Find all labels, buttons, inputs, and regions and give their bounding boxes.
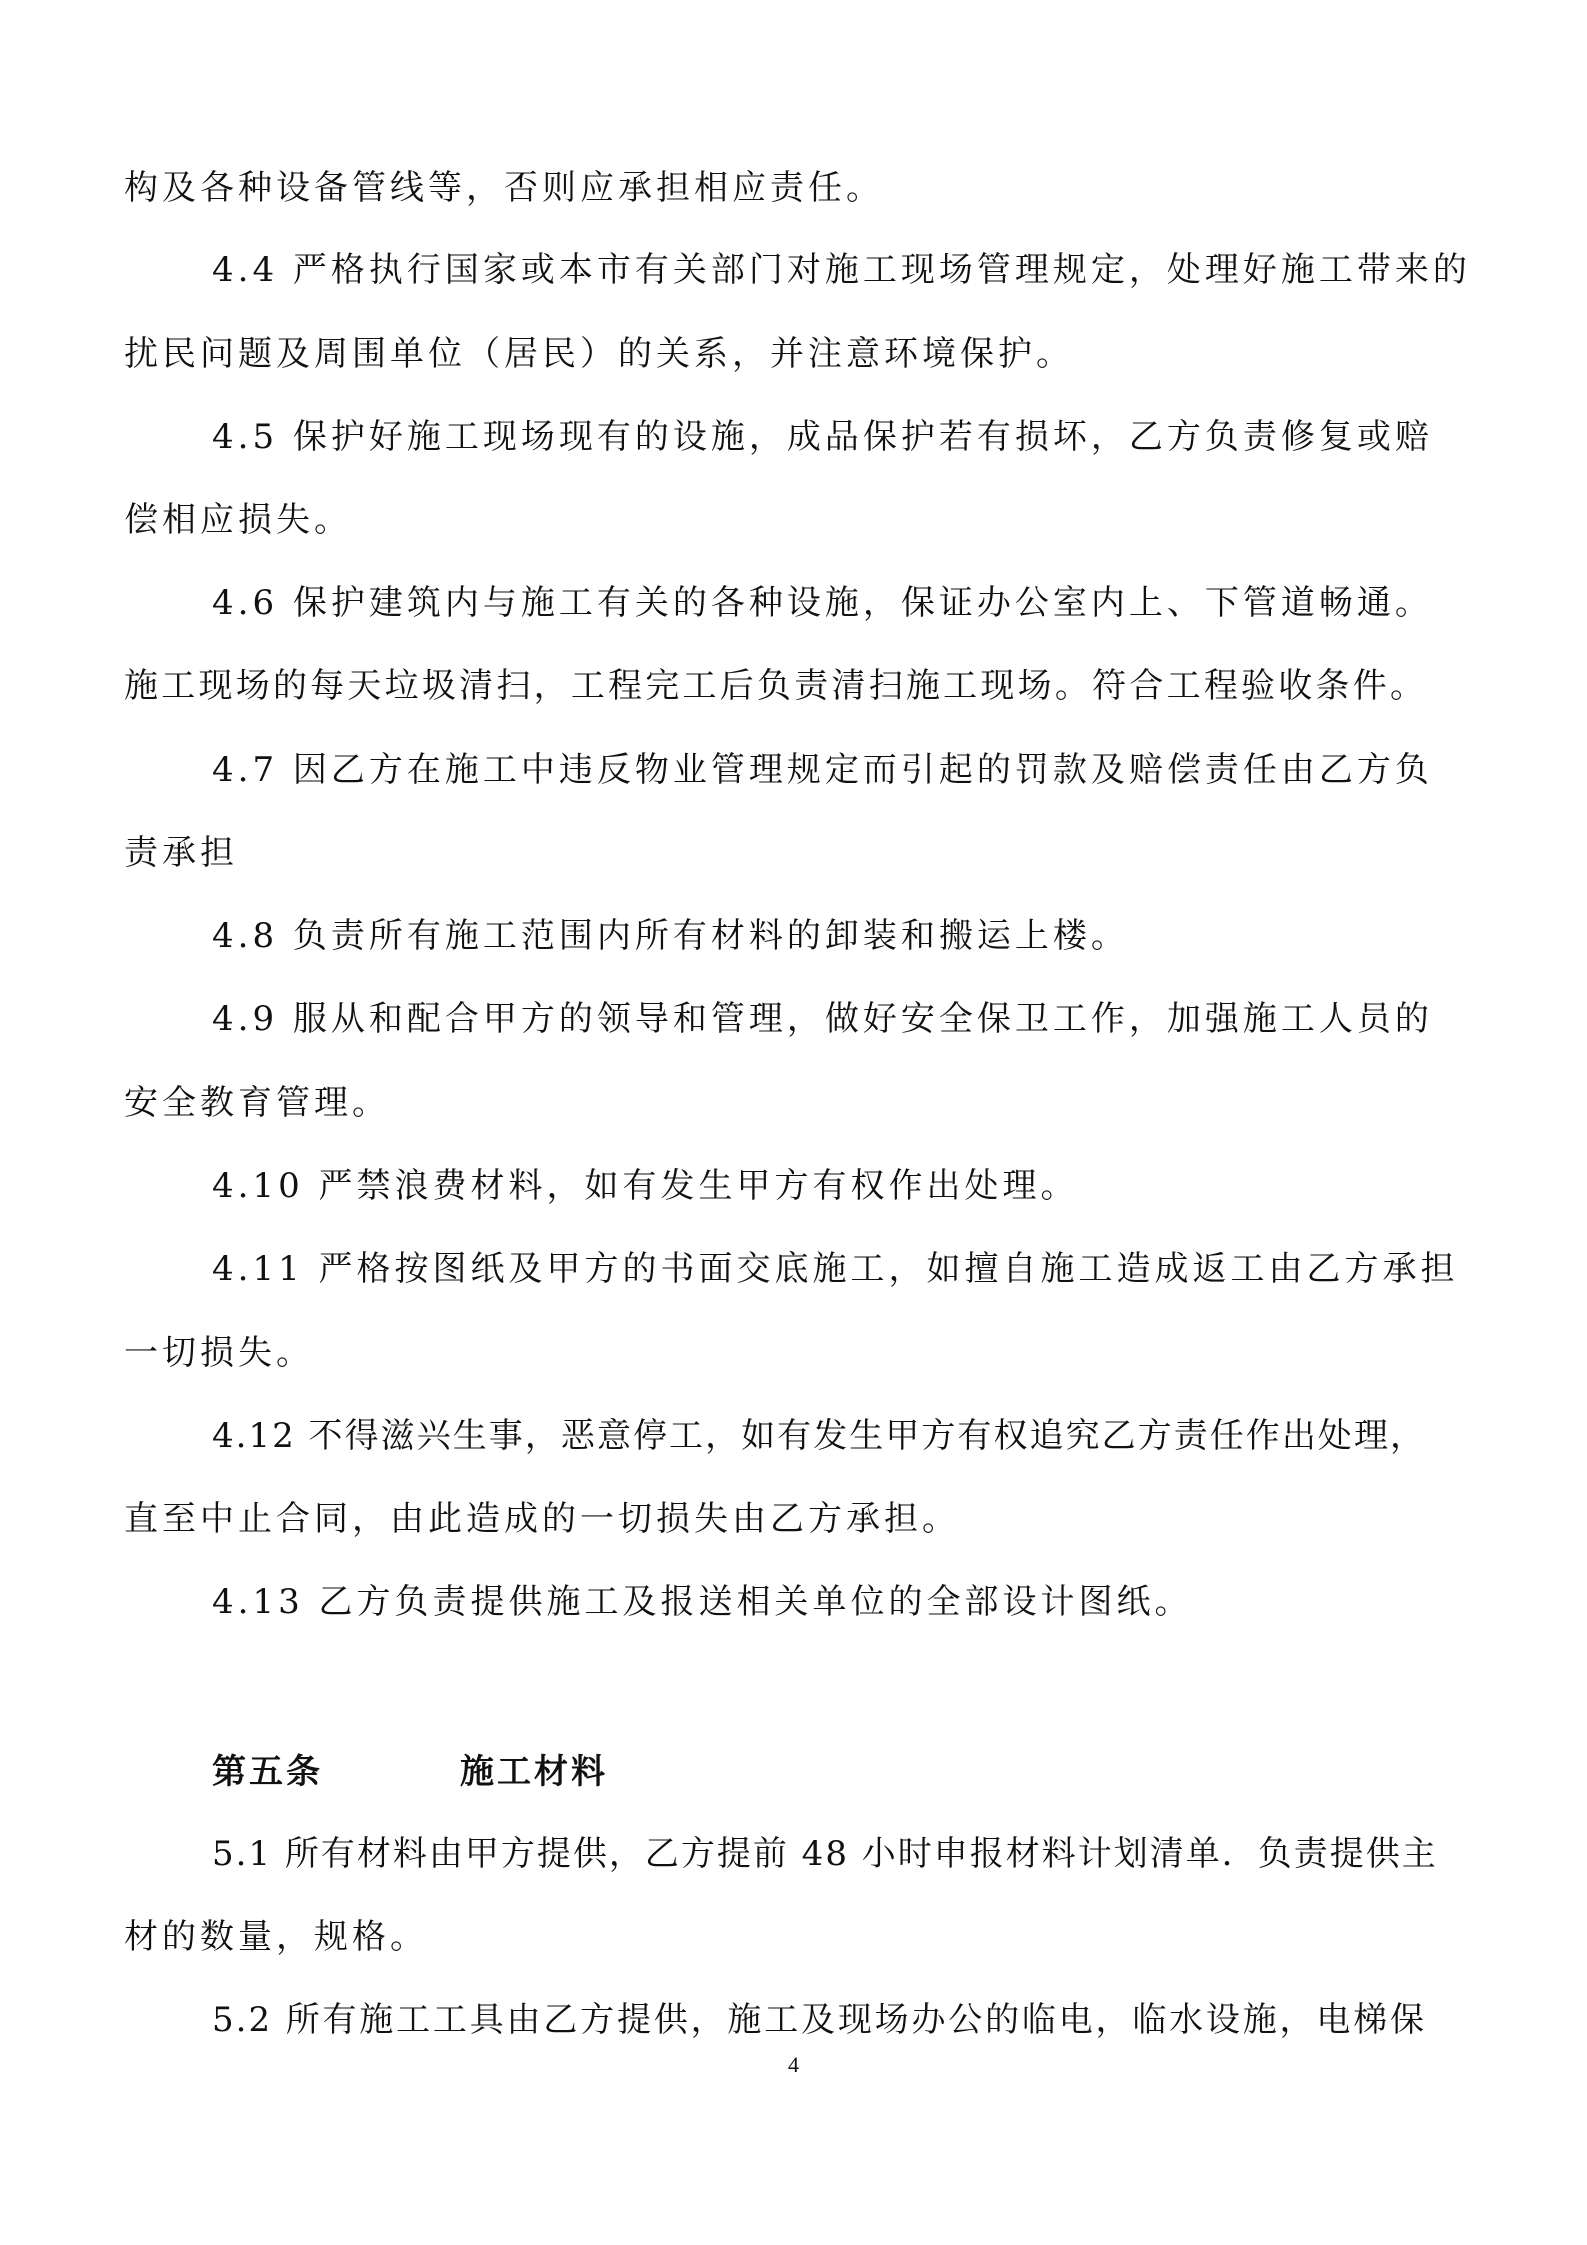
clause-4-13-line-1: 4.13 乙方负责提供施工及报送相关单位的全部设计图纸。 <box>212 1582 1193 1622</box>
clause-4-4-line-2: 扰民问题及周围单位（居民）的关系，并注意环境保护。 <box>124 334 1074 374</box>
clause-4-7-line-2: 责承担 <box>124 833 238 873</box>
clause-5-2-line-1: 5.2 所有施工工具由乙方提供，施工及现场办公的临电，临水设施，电梯保 <box>212 2000 1426 2040</box>
clause-4-9-line-1: 4.9 服从和配合甲方的领导和管理，做好安全保卫工作，加强施工人员的 <box>212 999 1433 1039</box>
clause-4-12-line-2: 直至中止合同，由此造成的一切损失由乙方承担。 <box>124 1499 960 1539</box>
section-number: 第五条 <box>212 1752 323 1792</box>
clause-4-11-line-1: 4.11 严格按图纸及甲方的书面交底施工，如擅自施工造成返工由乙方承担 <box>212 1249 1459 1289</box>
clause-5-1-line-1: 5.1 所有材料由甲方提供，乙方提前 48 小时申报材料计划清单．负责提供主 <box>212 1834 1438 1874</box>
clause-4-10-line-1: 4.10 严禁浪费材料，如有发生甲方有权作出处理。 <box>212 1166 1079 1206</box>
page-number: 4 <box>788 2052 799 2077</box>
clause-4-6-line-1: 4.6 保护建筑内与施工有关的各种设施，保证办公室内上、下管道畅通。 <box>212 583 1433 623</box>
clause-4-12-line-1: 4.12 不得滋兴生事，恶意停工，如有发生甲方有权追究乙方责任作出处理， <box>212 1416 1426 1456</box>
clause-4-5-line-1: 4.5 保护好施工现场现有的设施，成品保护若有损坏，乙方负责修复或赔 <box>212 417 1433 457</box>
clause-4-11-line-2: 一切损失。 <box>124 1333 314 1373</box>
paragraph-line: 构及各种设备管线等，否则应承担相应责任。 <box>124 168 884 208</box>
clause-4-7-line-1: 4.7 因乙方在施工中违反物业管理规定而引起的罚款及赔偿责任由乙方负 <box>212 750 1433 790</box>
clause-4-5-line-2: 偿相应损失。 <box>124 500 352 540</box>
clause-4-6-line-2: 施工现场的每天垃圾清扫，工程完工后负责清扫施工现场。符合工程验收条件。 <box>124 666 1426 706</box>
clause-5-1-line-2: 材的数量，规格。 <box>124 1917 428 1957</box>
clause-4-9-line-2: 安全教育管理。 <box>124 1083 390 1123</box>
section-title: 施工材料 <box>460 1752 608 1792</box>
clause-4-8-line-1: 4.8 负责所有施工范围内所有材料的卸装和搬运上楼。 <box>212 916 1129 956</box>
clause-4-4-line-1: 4.4 严格执行国家或本市有关部门对施工现场管理规定，处理好施工带来的 <box>212 250 1471 290</box>
